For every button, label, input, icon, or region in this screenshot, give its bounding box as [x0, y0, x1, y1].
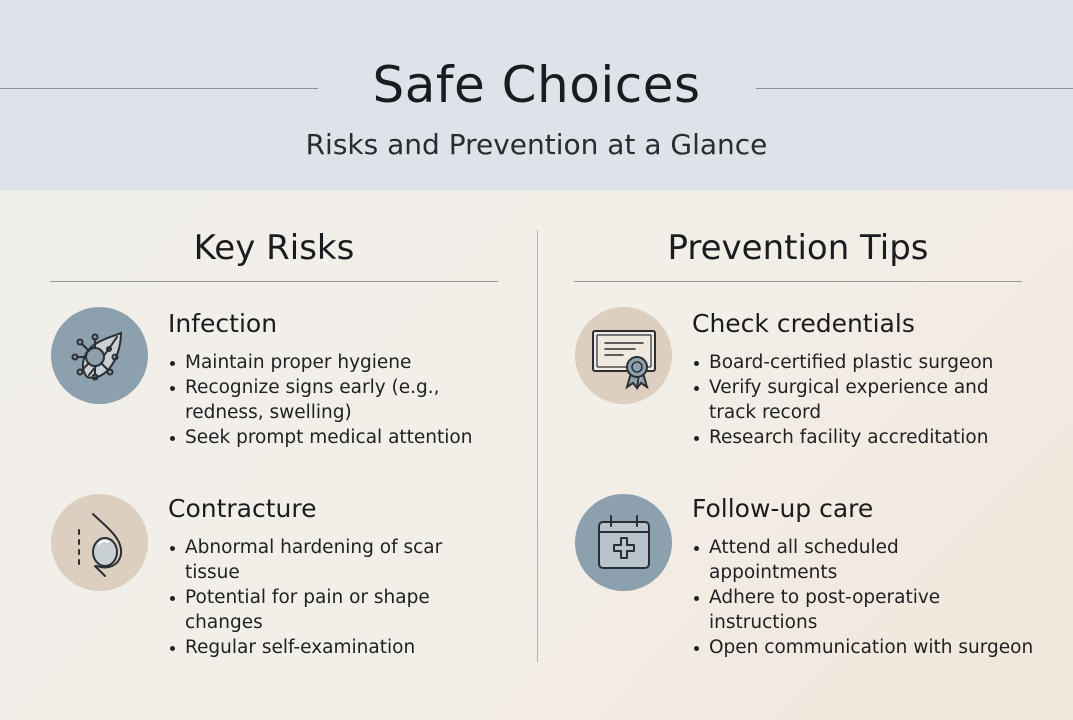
list-item: Abnormal hardening of scar tissue — [168, 535, 468, 585]
list-item: Research facility accreditation — [692, 425, 1022, 450]
key-risks-heading: Key Risks — [193, 228, 355, 268]
list-item: Maintain proper hygiene — [168, 350, 498, 375]
list-item: Attend all scheduled appointments — [692, 535, 947, 585]
key-risks-rule — [50, 281, 498, 282]
infection-title: Infection — [168, 309, 278, 338]
infection-bullets — [168, 350, 498, 450]
list-item: Potential for pain or shape changes — [168, 585, 468, 635]
virus-icon — [51, 307, 148, 404]
implant-icon — [51, 494, 148, 591]
calendar-medical-icon — [575, 494, 672, 591]
check-credentials-bullets — [692, 350, 1022, 450]
contracture-title: Contracture — [168, 494, 317, 523]
list-item: Board-certified plastic surgeon — [692, 350, 1022, 375]
page-subtitle: Risks and Prevention at a Glance — [305, 128, 768, 161]
column-divider — [537, 230, 538, 662]
header-band — [0, 0, 1073, 190]
follow-up-care-title: Follow-up care — [692, 494, 874, 523]
page-title: Safe Choices — [372, 56, 701, 114]
list-item: Verify surgical experience and track record — [692, 375, 1022, 425]
prevention-tips-rule — [574, 281, 1022, 282]
prevention-tips-heading: Prevention Tips — [667, 228, 929, 268]
check-credentials-title: Check credentials — [692, 309, 915, 338]
list-item: Recognize signs early (e.g., redness, swelling) — [168, 375, 498, 425]
list-item: Open communication with surgeon — [692, 635, 1062, 660]
list-item: Seek prompt medical attention — [168, 425, 498, 450]
list-item: Adhere to post-operative instructions — [692, 585, 982, 635]
certificate-icon — [575, 307, 672, 404]
contracture-bullets — [168, 535, 468, 660]
follow-up-care-bullets — [692, 535, 1062, 660]
list-item: Regular self-examination — [168, 635, 468, 660]
